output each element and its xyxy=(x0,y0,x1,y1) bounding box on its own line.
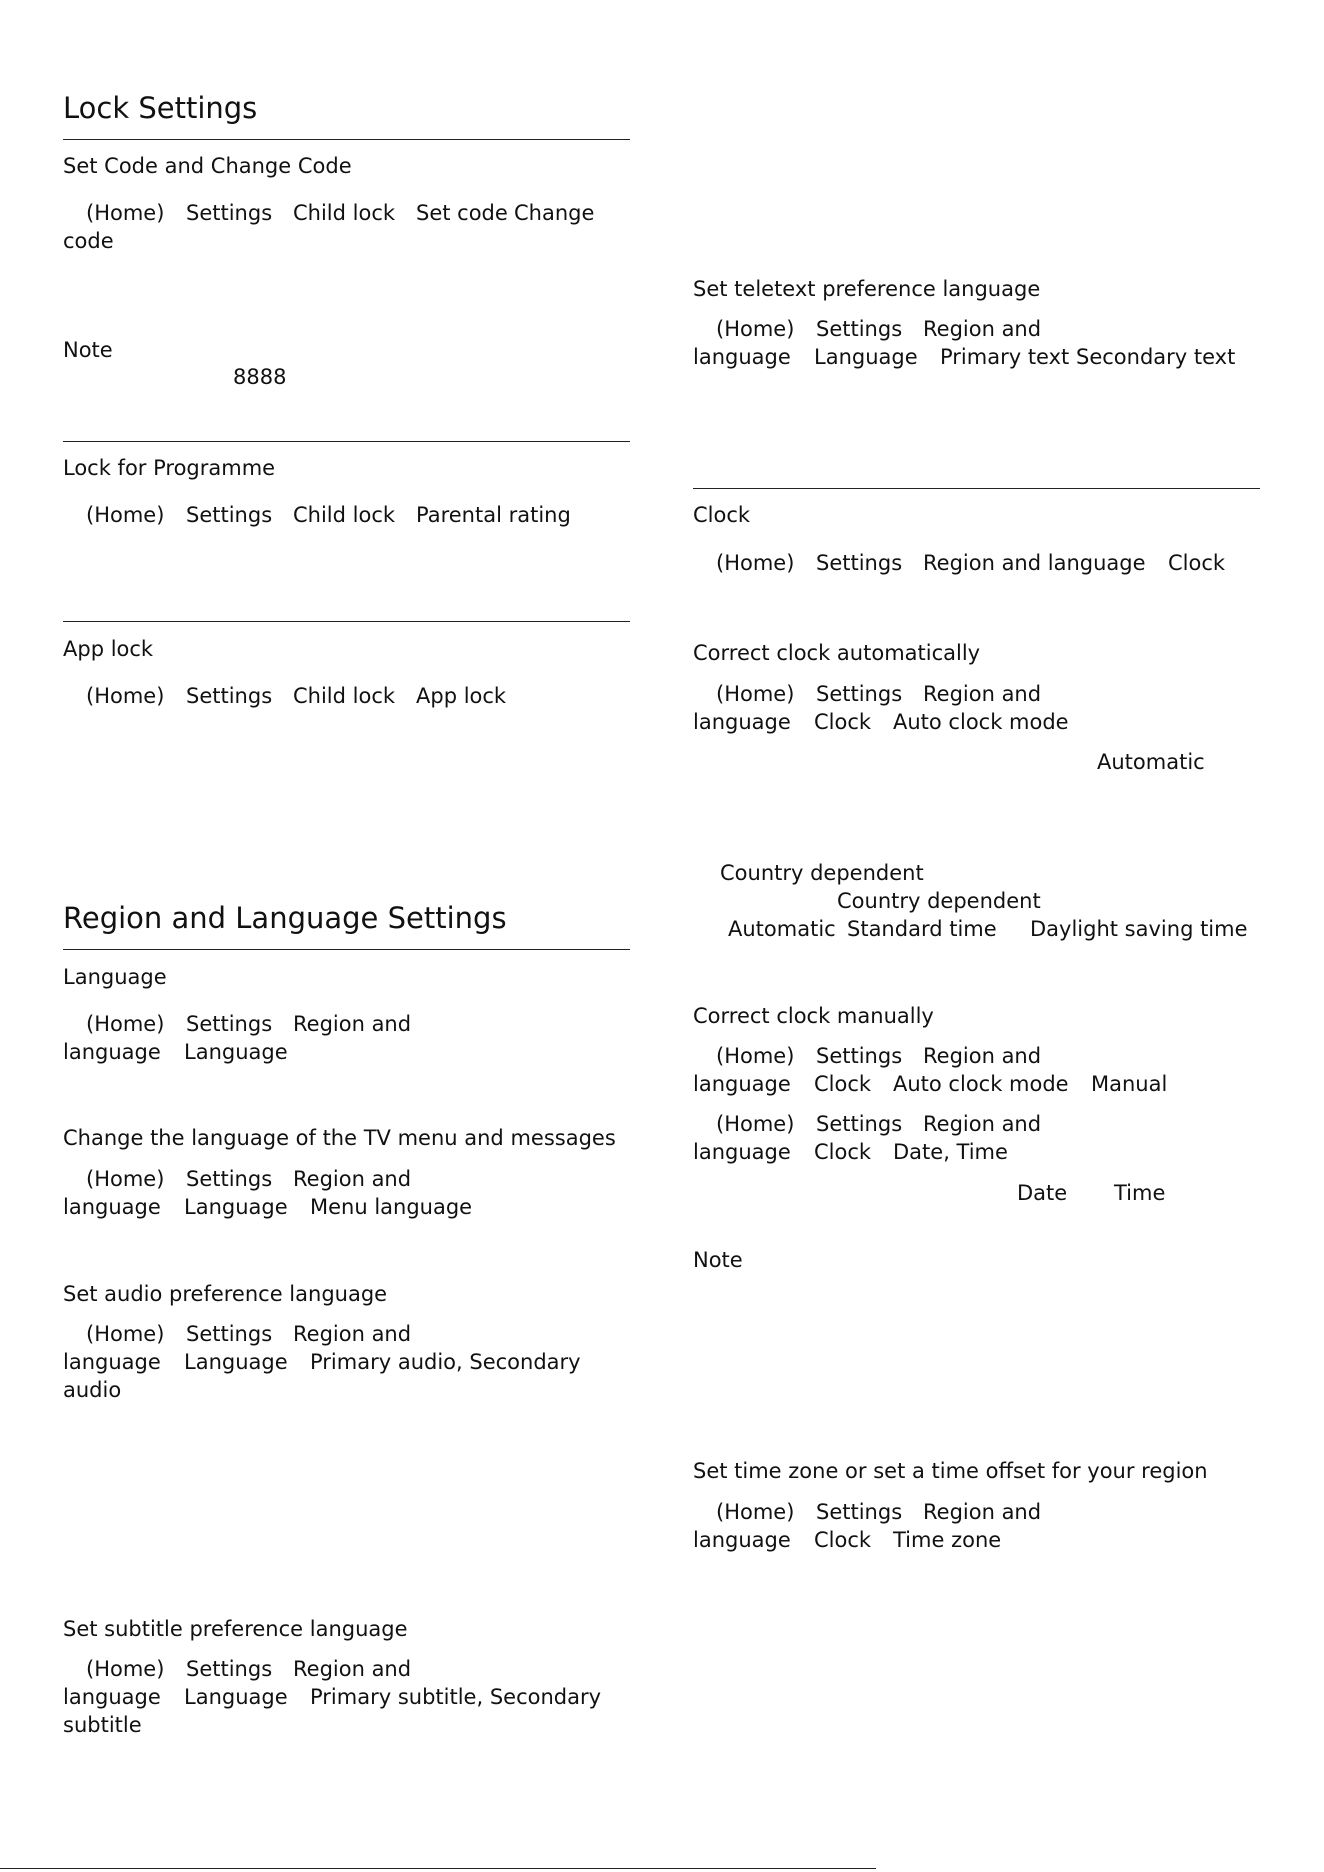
menu-path-item: Settings xyxy=(816,682,903,706)
menu-path-item: Settings xyxy=(186,201,273,225)
heading-audio-language: Set audio preference language xyxy=(63,1282,388,1306)
menu-path-item: Language xyxy=(184,1040,288,1064)
menu-path-item: Region and xyxy=(923,1044,1042,1068)
menu-path-item: Date, Time xyxy=(893,1140,1008,1164)
menu-path-item: (Home) xyxy=(86,503,165,527)
menu-path-item: Language xyxy=(184,1350,288,1374)
menu-path-item: Region and xyxy=(293,1322,412,1346)
menu-path-item: Secondary text xyxy=(1076,345,1236,369)
menu-path-item: Language xyxy=(184,1195,288,1219)
menu-path-item: Region and xyxy=(923,682,1042,706)
menu-path-item: language xyxy=(693,1072,791,1096)
menu-path-item: Settings xyxy=(816,1500,903,1524)
menu-path-item: Menu language xyxy=(310,1195,473,1219)
page-title-lock-settings: Lock Settings xyxy=(63,91,258,125)
menu-path-item: Region and xyxy=(293,1012,412,1036)
menu-path-item: Child lock xyxy=(293,201,396,225)
menu-path-item: Region and xyxy=(923,1112,1042,1136)
menu-path-item: Clock xyxy=(814,1072,872,1096)
menu-path-item: Parental rating xyxy=(416,503,571,527)
menu-path-item: Region and xyxy=(293,1657,412,1681)
menu-path-item: Settings xyxy=(816,317,903,341)
menu-path-item: Clock xyxy=(814,1140,872,1164)
menu-path-item: Language xyxy=(814,345,918,369)
menu-path-item: Set code xyxy=(416,201,508,225)
menu-path-item: Region and xyxy=(923,1500,1042,1524)
heading-subtitle-language: Set subtitle preference language xyxy=(63,1617,408,1641)
heading-auto-clock: Correct clock automatically xyxy=(693,641,981,665)
menu-path-item: language xyxy=(693,345,791,369)
menu-path-item: (Home) xyxy=(86,1657,165,1681)
heading-clock: Clock xyxy=(693,503,751,527)
menu-path-item: Settings xyxy=(186,1012,273,1036)
section-divider xyxy=(63,949,630,950)
option-country-dependent: Country dependent xyxy=(720,861,924,885)
menu-path-item: Settings xyxy=(186,1657,273,1681)
page-title-region-language: Region and Language Settings xyxy=(63,901,507,935)
option-mode: Daylight saving time xyxy=(1030,917,1248,941)
heading-set-code: Set Code and Change Code xyxy=(63,154,352,178)
menu-path-item: language xyxy=(63,1040,161,1064)
menu-path-item: language xyxy=(63,1685,161,1709)
heading-manual-clock: Correct clock manually xyxy=(693,1004,934,1028)
menu-path-item: language xyxy=(693,710,791,734)
menu-path-item: (Home) xyxy=(716,1500,795,1524)
menu-path-item: (Home) xyxy=(716,317,795,341)
menu-path-item: Settings xyxy=(186,1167,273,1191)
menu-path-item: Auto clock mode xyxy=(893,1072,1069,1096)
note-label: Note xyxy=(693,1248,743,1272)
option-date: Date xyxy=(1017,1181,1068,1205)
menu-path-item: Region and xyxy=(293,1167,412,1191)
menu-path-item: code xyxy=(63,229,114,253)
menu-path-item: Primary audio, Secondary xyxy=(310,1350,581,1374)
option-country-dependent: Country dependent xyxy=(837,889,1041,913)
heading-language: Language xyxy=(63,965,167,989)
menu-path-item: Change xyxy=(514,201,595,225)
menu-path-item: (Home) xyxy=(86,201,165,225)
menu-path-item: (Home) xyxy=(716,551,795,575)
menu-path-item: audio xyxy=(63,1378,122,1402)
menu-path-item: Manual xyxy=(1091,1072,1168,1096)
section-divider xyxy=(63,621,630,622)
menu-path-item: Auto clock mode xyxy=(893,710,1069,734)
page-footer-rule xyxy=(0,1868,876,1869)
menu-path-item: (Home) xyxy=(86,1322,165,1346)
menu-path-item: Settings xyxy=(186,684,273,708)
menu-path-item: Region and xyxy=(923,317,1042,341)
menu-path-item: language xyxy=(693,1140,791,1164)
option-mode: Automatic xyxy=(728,917,836,941)
menu-path-item: (Home) xyxy=(86,1012,165,1036)
menu-path-item: Time zone xyxy=(893,1528,1002,1552)
section-divider xyxy=(63,139,630,140)
heading-teletext-language: Set teletext preference language xyxy=(693,277,1041,301)
menu-path-item: language xyxy=(63,1195,161,1219)
menu-path-item: language xyxy=(693,1528,791,1552)
menu-path-item: Region and language xyxy=(923,551,1146,575)
menu-path-item: Clock xyxy=(814,710,872,734)
menu-path-item: Child lock xyxy=(293,503,396,527)
default-code: 8888 xyxy=(233,365,287,389)
menu-path-item: (Home) xyxy=(86,1167,165,1191)
menu-path-item: Settings xyxy=(816,551,903,575)
menu-path-item: Clock xyxy=(814,1528,872,1552)
menu-path-item: Settings xyxy=(186,1322,273,1346)
menu-path-item: subtitle xyxy=(63,1713,142,1737)
menu-path-item: Clock xyxy=(1168,551,1226,575)
section-divider xyxy=(63,441,630,442)
note-label: Note xyxy=(63,338,113,362)
menu-path-item: (Home) xyxy=(716,682,795,706)
menu-path-item: Primary subtitle, Secondary xyxy=(310,1685,602,1709)
heading-app-lock: App lock xyxy=(63,637,154,661)
menu-path-item: Settings xyxy=(816,1044,903,1068)
menu-path-item: (Home) xyxy=(86,684,165,708)
menu-path-item: App lock xyxy=(416,684,507,708)
menu-path-item: language xyxy=(63,1350,161,1374)
heading-time-zone: Set time zone or set a time offset for your region xyxy=(693,1459,1208,1483)
heading-lock-programme: Lock for Programme xyxy=(63,456,276,480)
menu-path-item: (Home) xyxy=(716,1044,795,1068)
menu-path-item: (Home) xyxy=(716,1112,795,1136)
section-divider xyxy=(693,488,1260,489)
heading-menu-language: Change the language of the TV menu and messages xyxy=(63,1126,616,1150)
option-automatic: Automatic xyxy=(1097,750,1205,774)
menu-path-item: Settings xyxy=(816,1112,903,1136)
menu-path-item: Primary text xyxy=(940,345,1070,369)
menu-path-item: Language xyxy=(184,1685,288,1709)
option-time: Time xyxy=(1114,1181,1166,1205)
option-mode: Standard time xyxy=(847,917,997,941)
menu-path-item: Child lock xyxy=(293,684,396,708)
menu-path-item: Settings xyxy=(186,503,273,527)
